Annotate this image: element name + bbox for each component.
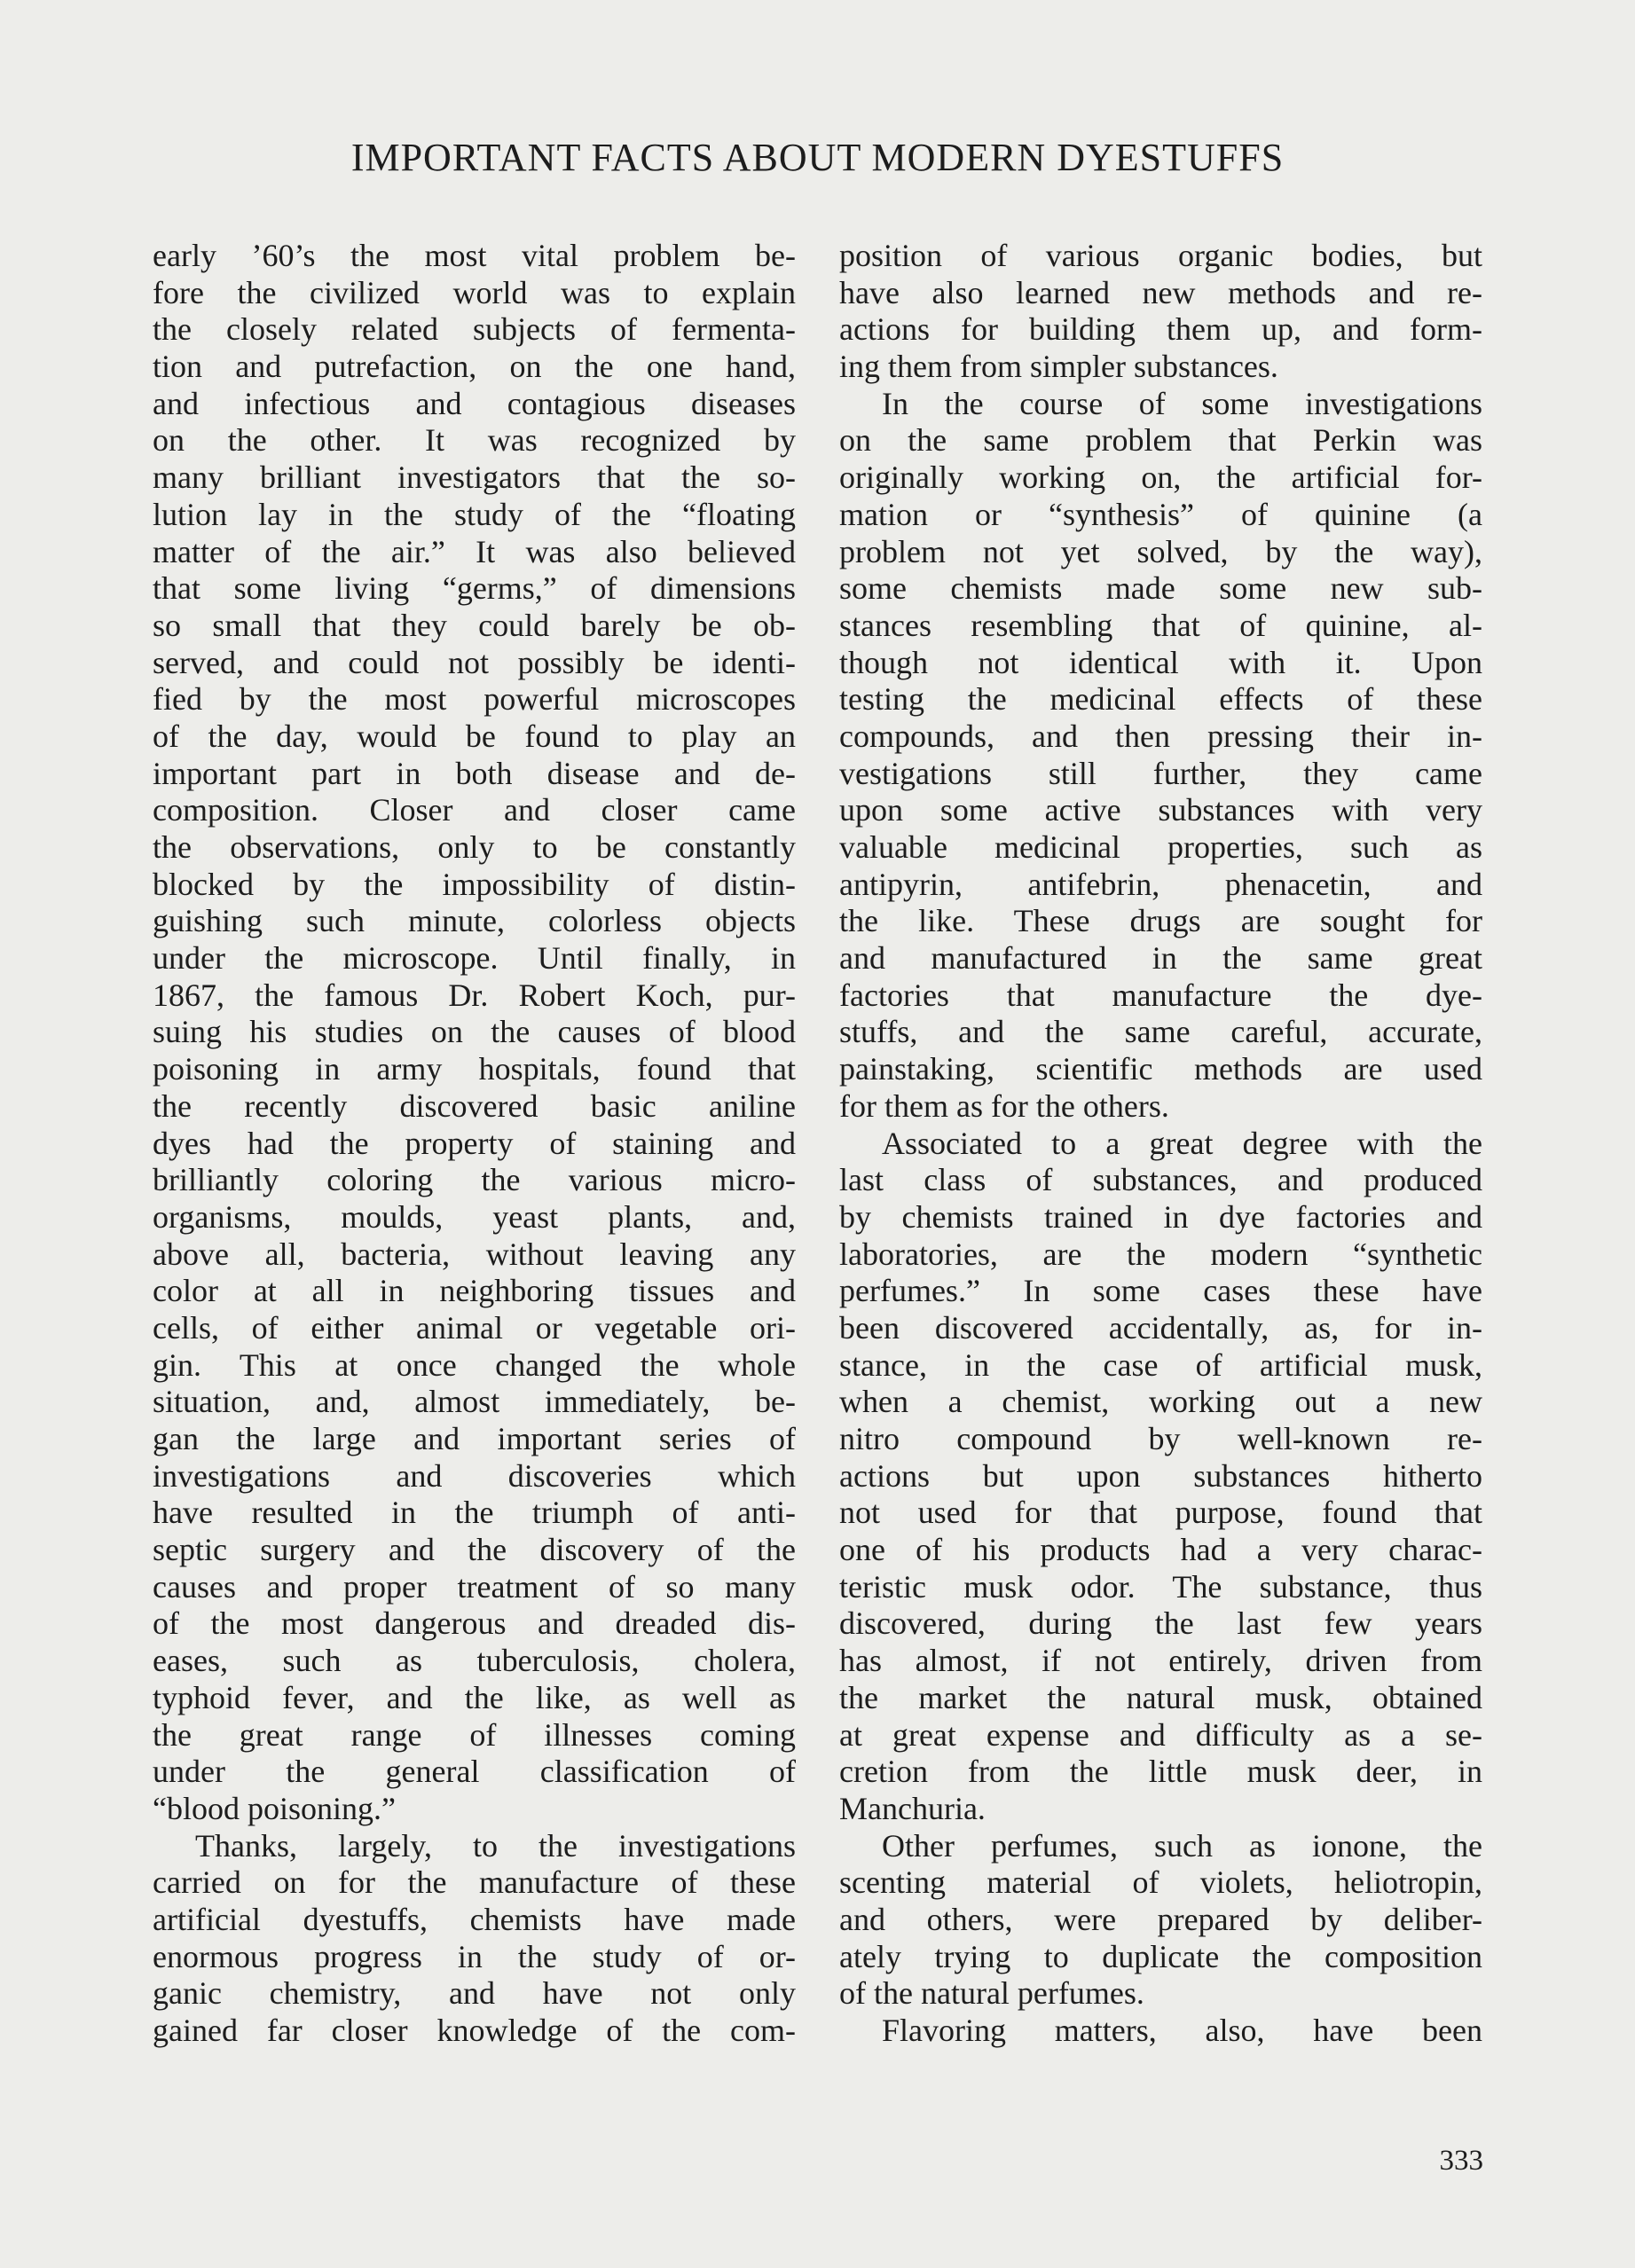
text-line: Manchuria. xyxy=(839,1790,986,1826)
text-line: investigations and discoveries which xyxy=(153,1457,796,1494)
text-line: perfumes.” In some cases these have xyxy=(839,1273,1482,1309)
text-line: early ’60’s the most vital problem be- xyxy=(153,238,796,273)
text-line: stances resembling that of quinine, al- xyxy=(839,607,1482,643)
text-line: under the microscope. Until finally, in xyxy=(153,940,796,977)
right-column xyxy=(839,238,1482,2050)
text-line: compounds, and then pressing their in- xyxy=(839,718,1482,754)
left-column xyxy=(153,238,796,2050)
text-line: factories that manufacture the dye- xyxy=(839,977,1482,1013)
text-line: above all, bacteria, without leaving any xyxy=(153,1236,796,1272)
text-line: Associated to a great degree with the xyxy=(882,1125,1482,1161)
text-line: one of his products had a very charac- xyxy=(839,1532,1482,1568)
text-line: ganic chemistry, and have not only xyxy=(153,1975,796,2012)
text-line: so small that they could barely be ob- xyxy=(153,607,796,643)
text-line: stance, in the case of artificial musk, xyxy=(839,1346,1482,1383)
text-line: causes and proper treatment of so many xyxy=(153,1568,796,1605)
text-line: that some living “germs,” of dimensions xyxy=(153,570,796,607)
text-line: problem not yet solved, by the way), xyxy=(839,533,1482,569)
text-line: brilliantly coloring the various micro- xyxy=(153,1162,796,1198)
text-line: dyes had the property of staining and xyxy=(153,1125,796,1161)
text-line: matter of the air.” It was also believed xyxy=(153,533,796,569)
text-line: though not identical with it. Upon xyxy=(839,644,1482,680)
text-line: teristic musk odor. The substance, thus xyxy=(839,1568,1482,1605)
text-line: ing them from simpler substances. xyxy=(839,349,1278,385)
text-line: composition. Closer and closer came xyxy=(153,792,796,828)
text-line: artificial dyestuffs, chemists have made xyxy=(153,1901,796,1937)
text-line: have resulted in the triumph of anti- xyxy=(153,1495,796,1531)
text-line: for them as for the others. xyxy=(839,1087,1169,1124)
text-line: poisoning in army hospitals, found that xyxy=(153,1051,796,1087)
text-line: vestigations still further, they came xyxy=(839,755,1482,791)
text-line: the great range of illnesses coming xyxy=(153,1716,796,1753)
text-line: Thanks, largely, to the investigations xyxy=(195,1827,796,1864)
text-line: antipyrin, antifebrin, phenacetin, and xyxy=(839,866,1482,902)
text-line: and others, were prepared by deliber- xyxy=(839,1901,1482,1937)
text-line: served, and could not possibly be identi- xyxy=(153,644,796,680)
text-line: nitro compound by well-known re- xyxy=(839,1421,1482,1456)
text-line: originally working on, the artificial for- xyxy=(839,459,1482,496)
text-line: the observations, only to be constantly xyxy=(153,829,796,865)
text-line: on the same problem that Perkin was xyxy=(839,422,1482,459)
text-line: Other perfumes, such as ionone, the xyxy=(882,1827,1482,1864)
text-line: has almost, if not entirely, driven from xyxy=(839,1643,1482,1679)
text-line: discovered, during the last few years xyxy=(839,1605,1482,1642)
text-line: mation or “synthesis” of quinine (a xyxy=(839,496,1482,532)
text-line: suing his studies on the causes of blood xyxy=(153,1014,796,1050)
text-line: ately trying to duplicate the composition xyxy=(839,1938,1482,1974)
text-line: typhoid fever, and the like, as well as xyxy=(153,1679,796,1715)
text-line: In the course of some investigations xyxy=(882,385,1482,421)
text-line: at great expense and difficulty as a se- xyxy=(839,1716,1482,1753)
text-line: testing the medicinal effects of these xyxy=(839,681,1482,718)
text-line: fied by the most powerful microscopes xyxy=(153,681,796,718)
text-line: fore the civilized world was to explain xyxy=(153,274,796,310)
text-line: 1867, the famous Dr. Robert Koch, pur- xyxy=(153,977,796,1013)
text-line: cretion from the little musk deer, in xyxy=(839,1754,1482,1790)
text-line: Flavoring matters, also, have been xyxy=(882,2013,1482,2048)
text-line: and infectious and contagious diseases xyxy=(153,385,796,421)
text-line: upon some active substances with very xyxy=(839,792,1482,828)
text-line: color at all in neighboring tissues and xyxy=(153,1273,796,1309)
text-line: actions for building them up, and form- xyxy=(839,311,1482,348)
text-line: been discovered accidentally, as, for in- xyxy=(839,1309,1482,1346)
text-line: and manufactured in the same great xyxy=(839,940,1482,977)
text-line: “blood poisoning.” xyxy=(153,1790,396,1826)
text-line: important part in both disease and de- xyxy=(153,755,796,791)
text-line: tion and putrefaction, on the one hand, xyxy=(153,349,796,385)
text-line: scenting material of violets, heliotropin, xyxy=(839,1864,1482,1901)
text-line: situation, and, almost immediately, be- xyxy=(153,1384,796,1420)
text-line: some chemists made some new sub- xyxy=(839,570,1482,607)
text-line: laboratories, are the modern “synthetic xyxy=(839,1236,1482,1272)
text-line: on the other. It was recognized by xyxy=(153,422,796,459)
text-line: under the general classification of xyxy=(153,1754,796,1790)
text-line: blocked by the impossibility of distin- xyxy=(153,866,796,902)
text-line: the market the natural musk, obtained xyxy=(839,1679,1482,1715)
text-line: of the natural perfumes. xyxy=(839,1975,1144,2012)
text-line: septic surgery and the discovery of the xyxy=(153,1532,796,1568)
text-line: when a chemist, working out a new xyxy=(839,1384,1482,1420)
text-line: lution lay in the study of the “floating xyxy=(153,496,796,532)
text-line: the closely related subjects of fermenta- xyxy=(153,311,796,348)
text-line: guishing such minute, colorless objects xyxy=(153,903,796,939)
text-line: stuffs, and the same careful, accurate, xyxy=(839,1014,1482,1050)
text-line: of the most dangerous and dreaded dis- xyxy=(153,1605,796,1642)
text-line: position of various organic bodies, but xyxy=(839,238,1482,273)
text-line: eases, such as tuberculosis, cholera, xyxy=(153,1643,796,1679)
text-line: of the day, would be found to play an xyxy=(153,718,796,754)
page-title: IMPORTANT FACTS ABOUT MODERN DYESTUFFS xyxy=(350,136,1285,179)
text-line: gained far closer knowledge of the com- xyxy=(153,2013,796,2048)
text-line: many brilliant investigators that the so- xyxy=(153,459,796,496)
text-line: enormous progress in the study of or- xyxy=(153,1938,796,1974)
text-line: valuable medicinal properties, such as xyxy=(839,829,1482,865)
text-line: cells, of either animal or vegetable ori- xyxy=(153,1309,796,1346)
text-line: last class of substances, and produced xyxy=(839,1162,1482,1198)
text-line: gan the large and important series of xyxy=(153,1421,796,1456)
text-line: by chemists trained in dye factories and xyxy=(839,1198,1482,1235)
text-line: the like. These drugs are sought for xyxy=(839,903,1482,939)
text-line: carried on for the manufacture of these xyxy=(153,1864,796,1901)
text-line: the recently discovered basic aniline xyxy=(153,1087,796,1124)
page-number: 333 xyxy=(1439,2145,1483,2177)
text-line: painstaking, scientific methods are used xyxy=(839,1051,1482,1087)
text-line: not used for that purpose, found that xyxy=(839,1495,1482,1531)
text-line: gin. This at once changed the whole xyxy=(153,1346,796,1383)
text-line: actions but upon substances hitherto xyxy=(839,1457,1482,1494)
text-line: organisms, moulds, yeast plants, and, xyxy=(153,1198,796,1235)
text-line: have also learned new methods and re- xyxy=(839,274,1482,310)
